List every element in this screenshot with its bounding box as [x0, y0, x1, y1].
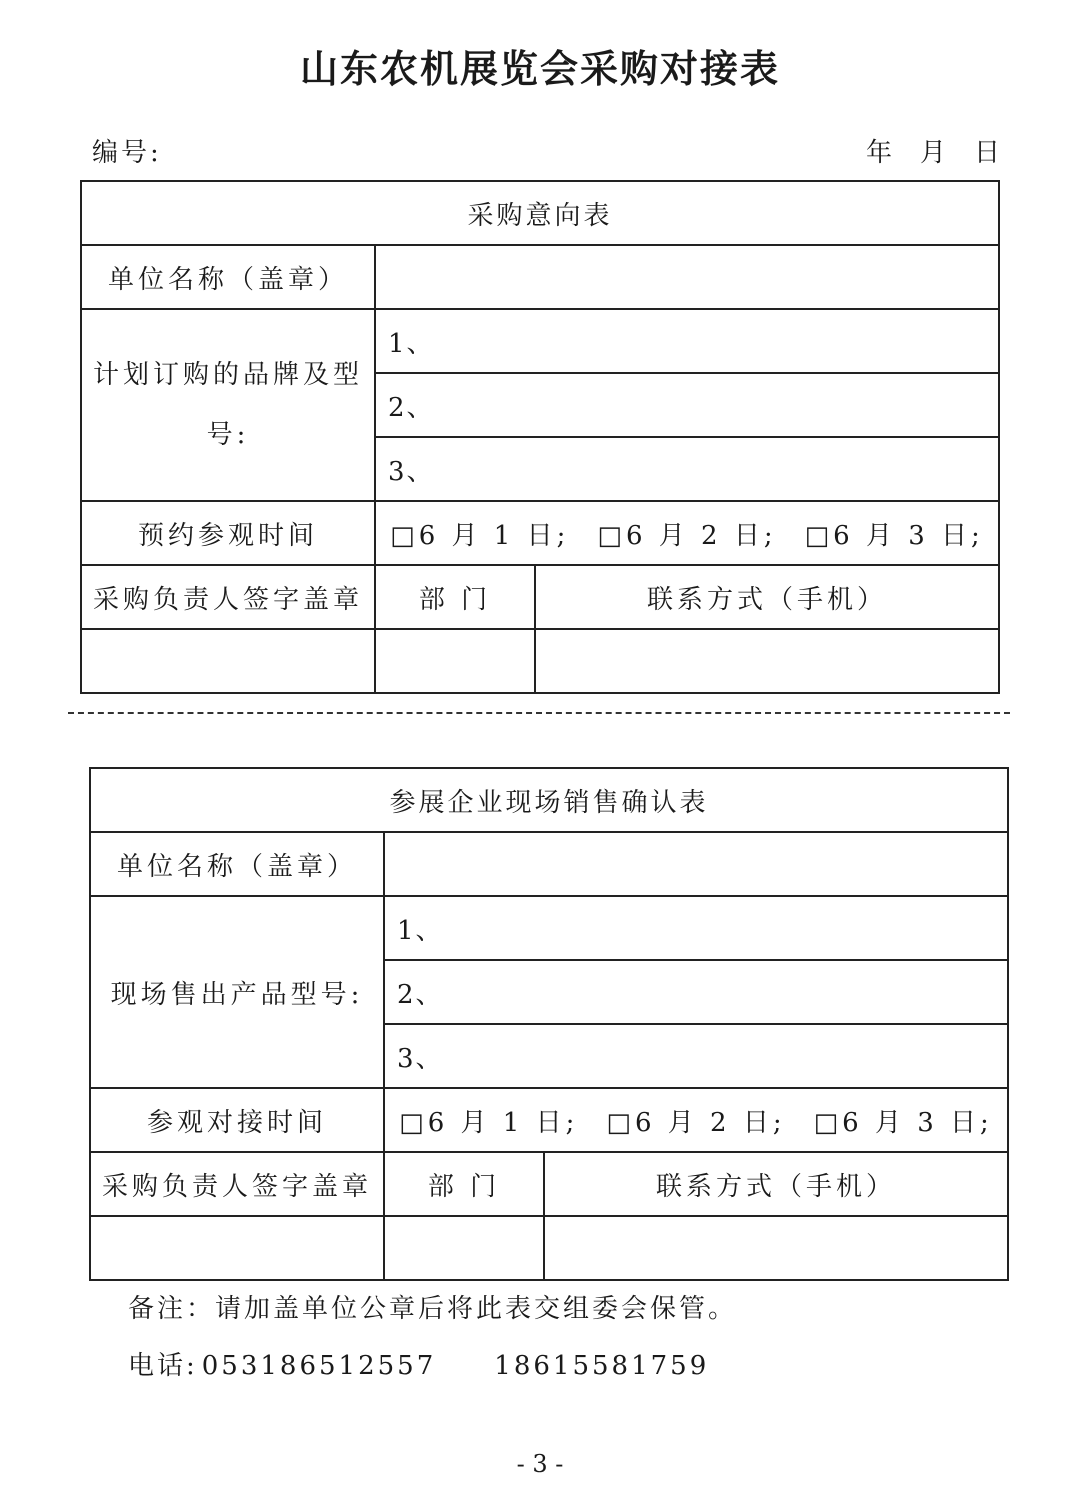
date-checkbox-june-2[interactable]: □6 月 2 日; — [597, 520, 777, 551]
signature-field[interactable] — [81, 629, 375, 693]
signature-field[interactable] — [90, 1216, 384, 1280]
planned-item-3[interactable]: 3、 — [375, 437, 999, 501]
page-number: - 3 - — [516, 1450, 564, 1478]
sales-form-header: 参展企业现场销售确认表 — [90, 768, 1008, 832]
sold-item-1[interactable]: 1、 — [384, 896, 1008, 960]
purchase-intention-table — [80, 180, 1000, 694]
date-line — [866, 132, 1000, 169]
date-checkbox-june-3[interactable]: □6 月 3 日; — [804, 520, 984, 551]
sold-item-3[interactable]: 3、 — [384, 1024, 1008, 1088]
department-label: 部 门 — [384, 1152, 544, 1216]
day-label: 日 — [973, 138, 1000, 168]
planned-item-2[interactable]: 2、 — [375, 373, 999, 437]
phone-label: 电话: — [128, 1351, 198, 1381]
signature-label: 采购负责人签字盖章 — [90, 1152, 384, 1216]
date-checkbox-june-2[interactable]: □6 月 2 日; — [606, 1107, 786, 1138]
department-label: 部 门 — [375, 565, 535, 629]
unit-name-label: 单位名称（盖章） — [81, 245, 375, 309]
contact-field[interactable] — [544, 1216, 1008, 1280]
visit-date-options — [384, 1088, 1008, 1152]
date-checkbox-june-3[interactable]: □6 月 3 日; — [813, 1107, 993, 1138]
visit-time-label: 预约参观时间 — [81, 501, 375, 565]
contact-field[interactable] — [535, 629, 999, 693]
visit-date-options — [375, 501, 999, 565]
serial-number-label: 编号: — [92, 138, 162, 168]
unit-name-label: 单位名称（盖章） — [90, 832, 384, 896]
remark-note: 备注：请加盖单位公章后将此表交组委会保管。 — [128, 1294, 738, 1324]
sold-product-model-label: 现场售出产品型号: — [90, 896, 384, 1088]
purchase-form-header: 采购意向表 — [81, 181, 999, 245]
phone-number-landline: 053186512557 — [201, 1351, 437, 1381]
year-label: 年 — [865, 138, 892, 168]
date-checkbox-june-1[interactable]: □6 月 1 日; — [390, 520, 570, 551]
page-title: 山东农机展览会采购对接表 — [299, 47, 780, 91]
month-label: 月 — [919, 138, 946, 168]
phone-line — [128, 1345, 709, 1382]
sales-confirmation-table — [89, 767, 1009, 1281]
contact-label: 联系方式（手机） — [544, 1152, 1008, 1216]
signature-label: 采购负责人签字盖章 — [81, 565, 375, 629]
contact-label: 联系方式（手机） — [535, 565, 999, 629]
unit-name-field[interactable] — [375, 245, 999, 309]
date-checkbox-june-1[interactable]: □6 月 1 日; — [399, 1107, 579, 1138]
cut-line — [68, 712, 1010, 714]
visit-time-label: 参观对接时间 — [90, 1088, 384, 1152]
unit-name-field[interactable] — [384, 832, 1008, 896]
sold-item-2[interactable]: 2、 — [384, 960, 1008, 1024]
phone-number-mobile: 18615581759 — [494, 1351, 710, 1381]
planned-brand-model-label: 计划订购的品牌及型号: — [81, 309, 375, 501]
planned-item-1[interactable]: 1、 — [375, 309, 999, 373]
department-field[interactable] — [375, 629, 535, 693]
department-field[interactable] — [384, 1216, 544, 1280]
